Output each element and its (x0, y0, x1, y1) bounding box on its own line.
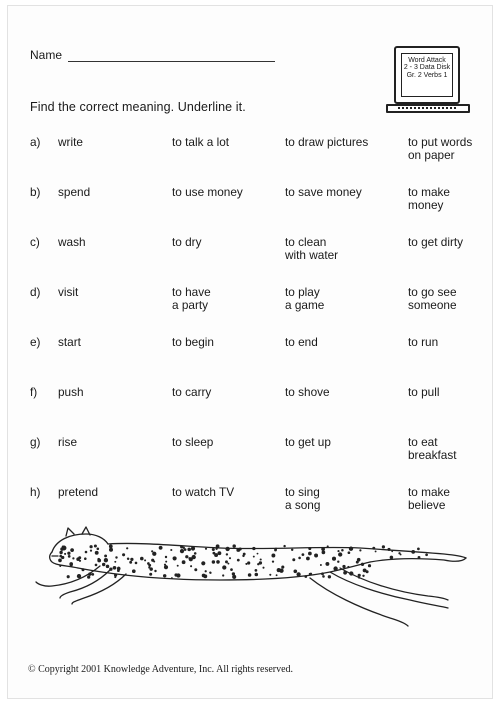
vocabulary-word: rise (58, 435, 78, 449)
cheetah-spot (274, 549, 277, 552)
cheetah-spot (64, 553, 66, 555)
name-write-line[interactable] (68, 61, 275, 62)
cheetah-spot (180, 549, 184, 553)
cheetah-spot (129, 561, 132, 564)
cheetah-spot (338, 552, 342, 556)
cheetah-spot (95, 551, 99, 555)
cheetah-spot (59, 551, 62, 554)
cheetah-spot (69, 562, 73, 566)
cheetah-spot (140, 557, 144, 561)
meaning-option[interactable] (172, 286, 282, 312)
cheetah-spot (262, 567, 264, 569)
cheetah-spot (165, 561, 167, 563)
cheetah-spot (72, 557, 74, 559)
cheetah-spot (411, 550, 415, 554)
cheetah-spot (191, 546, 195, 550)
cheetah-spot (102, 563, 105, 566)
computer-monitor (394, 46, 460, 104)
cheetah-spot (368, 564, 371, 567)
cheetah-spot (302, 553, 305, 556)
meaning-option-text: to sleep (172, 435, 214, 449)
meaning-option[interactable] (285, 136, 403, 149)
cheetah-spot (212, 552, 215, 555)
cheetah-spot (159, 546, 163, 550)
vocabulary-word: push (58, 385, 84, 399)
meaning-option-text: to save money (285, 185, 362, 199)
cheetah-spot (173, 556, 177, 560)
cheetah-spot (170, 549, 172, 551)
cheetah-spot (230, 568, 233, 571)
cheetah-spot (298, 557, 301, 560)
cheetah-spot (382, 545, 385, 548)
meaning-option[interactable] (172, 486, 282, 499)
cheetah-spot (109, 568, 112, 571)
meaning-option-text: to have a party (172, 285, 211, 312)
cheetah-spot (357, 558, 361, 562)
cheetah-spot (114, 576, 116, 578)
cheetah-spot (176, 573, 180, 577)
meaning-option[interactable] (408, 236, 492, 249)
cheetah-spot (417, 548, 420, 551)
meaning-option[interactable] (285, 336, 403, 349)
meaning-option-text: to eat breakfast (408, 435, 457, 462)
cheetah-spot (281, 566, 284, 569)
meaning-option[interactable] (285, 386, 403, 399)
cheetah-spot (227, 563, 229, 565)
meaning-option[interactable] (172, 186, 282, 199)
cheetah-spot (332, 557, 336, 561)
cheetah-spot (225, 547, 229, 551)
meaning-option-text: to pull (408, 385, 440, 399)
item-letter: e) (30, 335, 41, 349)
cheetah-spot (205, 570, 207, 572)
cheetah-spot (321, 547, 325, 551)
cheetah-spot (210, 572, 212, 574)
vocabulary-word: write (58, 135, 83, 149)
cheetah-spot (60, 547, 63, 550)
cheetah-spot (362, 575, 364, 577)
cheetah-spot (135, 562, 138, 565)
cheetah-spot (79, 560, 81, 562)
cheetah-spot (212, 548, 215, 551)
cheetah-spot (132, 569, 136, 573)
cheetah-spot (87, 575, 90, 578)
cheetah-spot (212, 560, 215, 563)
vocabulary-word: start (58, 335, 81, 349)
meaning-option[interactable] (285, 286, 403, 312)
cheetah-spot (328, 575, 331, 578)
cheetah-spot (320, 564, 322, 566)
cheetah-spot (216, 544, 220, 548)
item-letter: h) (30, 485, 41, 499)
cheetah-spot (188, 557, 190, 559)
cheetah-spot (239, 547, 242, 550)
cheetah-spot (322, 551, 326, 555)
cheetah-spot (391, 550, 393, 552)
meaning-option-text: to draw pictures (285, 135, 369, 149)
cheetah-spot (171, 577, 173, 579)
cheetah-spot (163, 574, 166, 577)
meaning-option-text: to make believe (408, 485, 450, 512)
cheetah-spot (194, 552, 197, 555)
meaning-option-text: to get up (285, 435, 331, 449)
cheetah-spot (375, 550, 377, 552)
cheetah-spot (390, 556, 394, 560)
cheetah-spot (78, 556, 81, 559)
item-letter: a) (30, 135, 41, 149)
vocabulary-word: visit (58, 285, 79, 299)
cheetah-spot (247, 561, 250, 564)
cheetah-spot (113, 566, 117, 570)
cheetah-spot (308, 547, 311, 550)
cheetah-spot (276, 574, 278, 576)
cheetah-spot (85, 551, 88, 554)
cheetah-spot (325, 562, 329, 566)
cheetah-spot (126, 547, 128, 549)
cheetah-spot (165, 556, 167, 558)
meaning-option-text: to get dirty (408, 235, 464, 249)
cheetah-spot (67, 552, 70, 555)
meaning-option-text: to shove (285, 385, 330, 399)
cheetah-spot (184, 548, 187, 551)
cheetah-spot (177, 565, 179, 567)
cheetah-spot (308, 552, 312, 556)
cheetah-spot (293, 569, 297, 573)
cheetah-spot (260, 558, 262, 560)
cheetah-spot (90, 545, 93, 548)
cheetah-spot (88, 573, 90, 575)
cheetah-spot (232, 544, 235, 547)
cheetah-spot (257, 553, 259, 555)
cheetah-spot (327, 545, 329, 547)
cheetah-spot (97, 548, 100, 551)
cheetah-spot (222, 565, 226, 569)
cheetah-spot (257, 563, 259, 565)
item-letter: d) (30, 285, 41, 299)
cheetah-spot (95, 564, 98, 567)
cheetah-spot (109, 548, 113, 552)
item-letter: g) (30, 435, 41, 449)
cheetah-spot (217, 551, 221, 555)
item-letter: c) (30, 235, 40, 249)
meaning-option[interactable] (172, 136, 282, 149)
meaning-option-text: to talk a lot (172, 135, 230, 149)
cheetah-spot (341, 549, 344, 552)
meaning-option[interactable] (172, 236, 282, 249)
cheetah-spot (149, 567, 152, 570)
cheetah-spot (418, 556, 421, 559)
cheetah-spot (306, 557, 310, 561)
cheetah-spot (151, 550, 153, 552)
cheetah-spot (291, 549, 293, 551)
cheetah-spot (154, 570, 156, 572)
meaning-option[interactable] (408, 386, 492, 399)
meaning-option-text: to end (285, 335, 318, 349)
cheetah-spot (122, 553, 125, 556)
cheetah-spot (314, 554, 318, 558)
cheetah-spot (144, 559, 146, 561)
cheetah-spot (182, 560, 186, 564)
cheetah-spot (190, 565, 192, 567)
cheetah-spot (358, 577, 360, 579)
cheetah-spot (225, 560, 228, 563)
cheetah-spot (252, 547, 255, 550)
cheetah-spot (232, 575, 236, 579)
vocabulary-word: wash (58, 235, 86, 249)
vocabulary-word: pretend (58, 485, 99, 499)
cheetah-spot (164, 565, 168, 569)
computer-icon (386, 46, 474, 118)
meaning-option-text: to run (408, 335, 439, 349)
cheetah-spot (248, 573, 252, 577)
meaning-option-text: to carry (172, 385, 212, 399)
cheetah-spot (106, 565, 110, 569)
cheetah-spot (347, 566, 349, 568)
cheetah-spot (292, 558, 295, 561)
cheetah-spot (148, 564, 151, 567)
cheetah-spot (215, 548, 217, 550)
cheetah-spot (82, 568, 85, 571)
cheetah-spot (115, 556, 117, 558)
cheetah-spot (304, 575, 307, 578)
cheetah-spot (272, 560, 274, 562)
cheetah-spot (127, 557, 130, 560)
computer-screen-label (401, 53, 453, 97)
cheetah-spot (321, 572, 324, 575)
cheetah-spot (205, 548, 207, 550)
cheetah-spot (343, 571, 347, 575)
cheetah-spot (349, 547, 353, 551)
cheetah-spot (283, 545, 285, 547)
cheetah-spot (216, 560, 220, 564)
cheetah-spot (77, 574, 81, 578)
meaning-option-text: to sing a song (285, 485, 321, 512)
cheetah-spot (192, 555, 196, 559)
cheetah-spot (59, 555, 62, 558)
screen-line-1: Word Attack (408, 57, 446, 64)
cheetah-spot (70, 548, 74, 552)
cheetah-spot (253, 556, 255, 558)
meaning-option-text: to clean with water (285, 235, 339, 262)
meaning-option-text: to begin (172, 335, 214, 349)
meaning-option-text: to watch TV (172, 485, 235, 499)
cheetah-spot (337, 550, 339, 552)
cheetah-spot (348, 551, 351, 554)
cheetah-spot (387, 548, 390, 551)
meaning-option-text: to use money (172, 185, 243, 199)
cheetah-spot (94, 544, 97, 547)
cheetah-spot (255, 569, 258, 572)
cheetah-spot (361, 563, 364, 566)
cheetah-spot (398, 552, 400, 554)
cheetah-spot (149, 573, 152, 576)
cheetah-spot (277, 568, 281, 572)
screen-line-3: Gr. 2 Verbs 1 (406, 71, 448, 79)
cheetah-spot (237, 559, 240, 562)
cheetah-spot (185, 555, 188, 558)
meaning-option[interactable] (408, 286, 492, 312)
cheetah-spot (342, 565, 345, 568)
item-letter: f) (30, 385, 38, 399)
cheetah-spot (58, 559, 62, 563)
cheetah-spot (130, 558, 133, 561)
meaning-option[interactable] (172, 336, 282, 349)
meaning-option[interactable] (408, 436, 492, 462)
meaning-option-text: to put words on paper (408, 135, 473, 162)
meaning-option[interactable] (408, 186, 492, 212)
cheetah-illustration (30, 522, 470, 642)
cheetah-spot (322, 575, 325, 578)
cheetah-spot (333, 566, 337, 570)
worksheet-page (8, 6, 492, 698)
cheetah-spot (255, 573, 259, 577)
cheetah-spot (109, 545, 113, 549)
meaning-option[interactable] (408, 136, 492, 162)
cheetah-spot (425, 553, 428, 556)
cheetah-spot (358, 574, 361, 577)
cheetah-spot (187, 548, 191, 552)
cheetah-spot (68, 555, 71, 558)
cheetah-spot (84, 557, 87, 560)
vocabulary-word: spend (58, 185, 91, 199)
cheetah-spot (91, 573, 94, 576)
meaning-option-text: to go see someone (408, 285, 457, 312)
cheetah-spot (337, 561, 339, 563)
cheetah-spot (269, 574, 271, 576)
cheetah-spot (296, 572, 300, 576)
meaning-option[interactable] (408, 486, 492, 512)
cheetah-spot (242, 555, 244, 557)
cheetah-spot (372, 547, 375, 550)
copyright-notice: © Copyright 2001 Knowledge Adventure, Inc. All rights reserved. (28, 664, 294, 675)
meaning-option[interactable] (285, 486, 403, 512)
cheetah-spot (153, 561, 155, 563)
cheetah-spot (271, 554, 275, 558)
item-letter: b) (30, 185, 41, 199)
cheetah-spot (114, 561, 116, 563)
cheetah-spot (202, 574, 206, 578)
cheetah-spot (104, 554, 107, 557)
cheetah-spot (359, 549, 361, 551)
cheetah-spot (97, 559, 101, 563)
cheetah-spot (67, 575, 70, 578)
cheetah-spot (152, 552, 156, 556)
meaning-option-text: to play a game (285, 285, 325, 312)
meaning-option[interactable] (172, 436, 282, 449)
cheetah-spot (309, 573, 311, 575)
meaning-option[interactable] (285, 436, 403, 449)
cheetah-spot (363, 568, 367, 572)
cheetah-spot (222, 574, 224, 576)
meaning-option[interactable] (172, 386, 282, 399)
cheetah-spot (117, 567, 119, 569)
cheetah-spot (201, 561, 205, 565)
cheetah-spot (90, 550, 92, 552)
name-label: Name (30, 48, 63, 62)
meaning-option-text: to dry (172, 235, 202, 249)
meaning-option[interactable] (285, 236, 403, 262)
cheetah-spot (229, 557, 231, 559)
cheetah-spot (194, 568, 197, 571)
keyboard-base (386, 104, 470, 113)
instructions-text: Find the correct meaning. Underline it. (30, 100, 246, 114)
cheetah-spot (349, 571, 353, 575)
meaning-option-text: to make money (408, 185, 450, 212)
cheetah-spot (59, 565, 61, 567)
screen-line-2: 2 - 3 Data Disk (403, 64, 451, 72)
cheetah-spot (226, 553, 228, 555)
meaning-option[interactable] (408, 336, 492, 349)
cheetah-spot (104, 558, 108, 562)
meaning-option[interactable] (285, 186, 403, 199)
cheetah-spot (180, 545, 183, 548)
